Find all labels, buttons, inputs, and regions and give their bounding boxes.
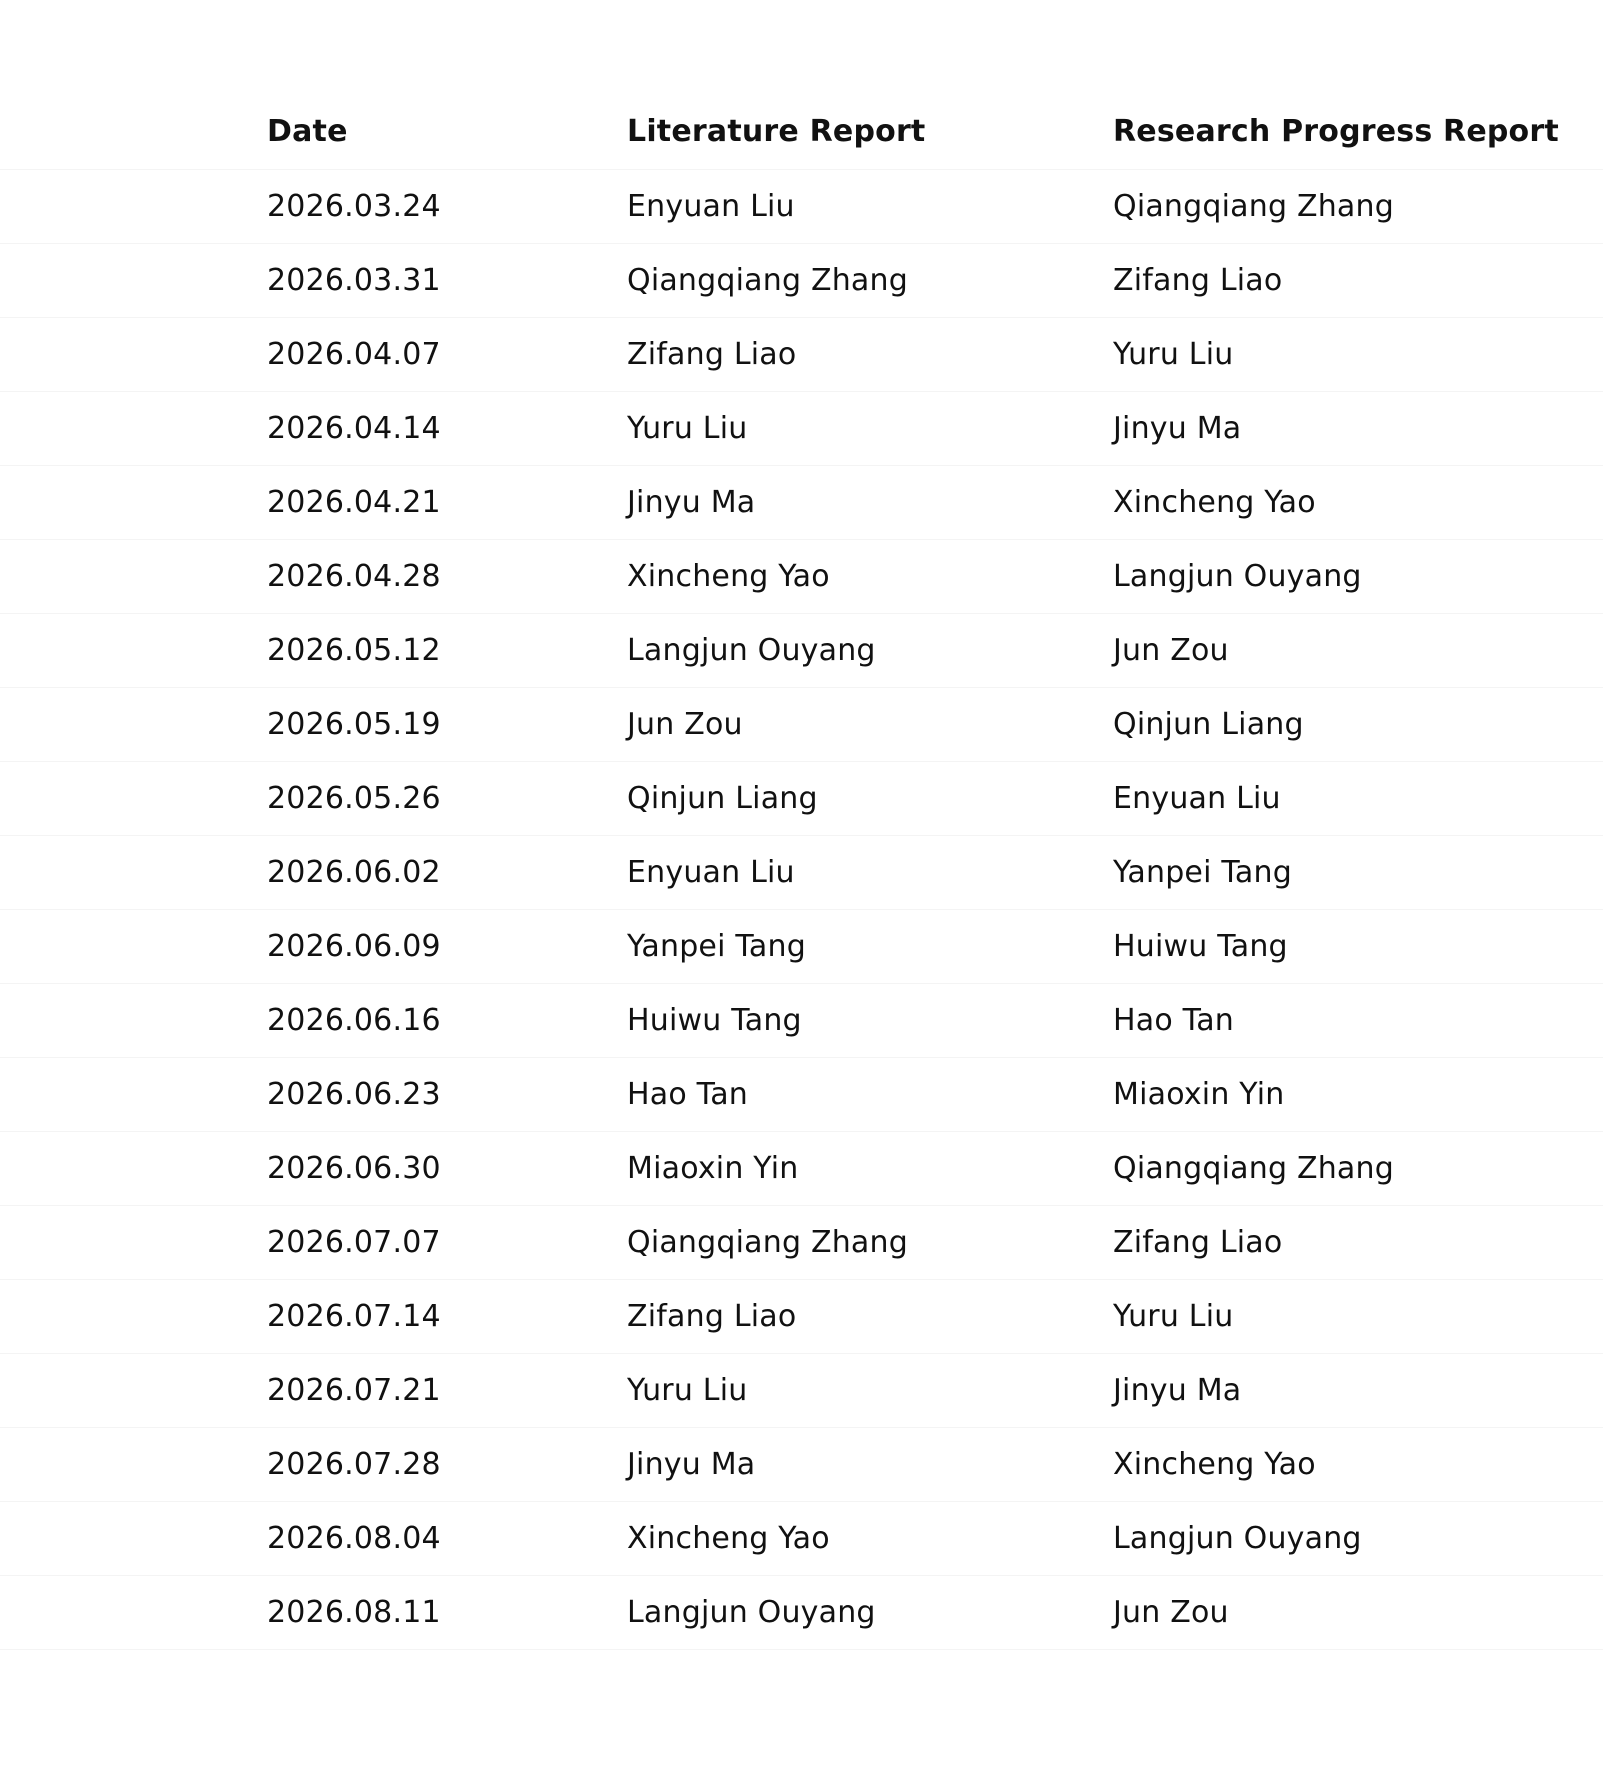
research-progress-report-cell: Langjun Ouyang [1113,559,1362,594]
date-cell: 2026.07.07 [267,1225,441,1260]
table-row [0,1502,1603,1576]
research-progress-report-cell: Enyuan Liu [1113,781,1281,816]
table-row [0,1428,1603,1502]
literature-report-cell: Huiwu Tang [627,1003,802,1038]
research-progress-report-cell: Langjun Ouyang [1113,1521,1362,1556]
date-cell: 2026.08.11 [267,1595,441,1630]
literature-report-cell: Yuru Liu [627,411,748,446]
table-row [0,1576,1603,1650]
table-row [0,836,1603,910]
research-progress-report-cell: Huiwu Tang [1113,929,1288,964]
literature-report-cell: Qiangqiang Zhang [627,1225,908,1260]
table-row [0,392,1603,466]
research-progress-report-cell: Yuru Liu [1113,1299,1234,1334]
date-cell: 2026.03.24 [267,189,441,224]
date-cell: 2026.05.26 [267,781,441,816]
date-cell: 2026.05.19 [267,707,441,742]
literature-report-cell: Zifang Liao [627,337,797,372]
literature-report-cell: Yanpei Tang [627,929,806,964]
literature-report-cell: Jinyu Ma [627,1447,756,1482]
literature-report-cell: Miaoxin Yin [627,1151,799,1186]
table-body [0,170,1603,1650]
date-cell: 2026.06.09 [267,929,441,964]
table-header [0,94,1603,170]
research-progress-report-cell: Zifang Liao [1113,1225,1283,1260]
research-progress-report-cell: Jinyu Ma [1113,1373,1242,1408]
literature-report-cell: Qiangqiang Zhang [627,263,908,298]
table-row [0,466,1603,540]
literature-report-cell: Qinjun Liang [627,781,818,816]
date-cell: 2026.07.28 [267,1447,441,1482]
research-progress-report-cell: Xincheng Yao [1113,1447,1316,1482]
date-cell: 2026.04.07 [267,337,441,372]
table-row [0,614,1603,688]
date-cell: 2026.07.14 [267,1299,441,1334]
date-cell: 2026.03.31 [267,263,441,298]
literature-report-cell: Enyuan Liu [627,855,795,890]
literature-report-cell: Enyuan Liu [627,189,795,224]
table-row [0,1280,1603,1354]
date-cell: 2026.04.28 [267,559,441,594]
literature-report-cell: Jinyu Ma [627,485,756,520]
date-cell: 2026.06.23 [267,1077,441,1112]
date-cell: 2026.08.04 [267,1521,441,1556]
research-progress-report-cell: Qinjun Liang [1113,707,1304,742]
literature-report-cell: Jun Zou [627,707,743,742]
table-row [0,1354,1603,1428]
table-row [0,318,1603,392]
literature-report-cell: Xincheng Yao [627,559,830,594]
date-cell: 2026.05.12 [267,633,441,668]
research-progress-report-cell: Qiangqiang Zhang [1113,1151,1394,1186]
date-cell: 2026.04.21 [267,485,441,520]
date-cell: 2026.06.30 [267,1151,441,1186]
research-progress-report-cell: Yuru Liu [1113,337,1234,372]
research-progress-report-cell: Jinyu Ma [1113,411,1242,446]
header-literature-report: Literature Report [627,114,926,149]
table-row [0,762,1603,836]
research-progress-report-cell: Jun Zou [1113,633,1229,668]
header-research-progress-report: Research Progress Report [1113,114,1559,149]
table-row [0,1058,1603,1132]
table-row [0,540,1603,614]
table-row [0,984,1603,1058]
literature-report-cell: Yuru Liu [627,1373,748,1408]
literature-report-cell: Zifang Liao [627,1299,797,1334]
literature-report-cell: Langjun Ouyang [627,633,876,668]
table-row [0,170,1603,244]
schedule-table [0,94,1603,1650]
literature-report-cell: Xincheng Yao [627,1521,830,1556]
header-date: Date [267,114,348,149]
table-row [0,910,1603,984]
research-progress-report-cell: Miaoxin Yin [1113,1077,1285,1112]
table-row [0,688,1603,762]
date-cell: 2026.07.21 [267,1373,441,1408]
date-cell: 2026.06.02 [267,855,441,890]
literature-report-cell: Hao Tan [627,1077,748,1112]
literature-report-cell: Langjun Ouyang [627,1595,876,1630]
research-progress-report-cell: Hao Tan [1113,1003,1234,1038]
table-row [0,1132,1603,1206]
research-progress-report-cell: Yanpei Tang [1113,855,1292,890]
research-progress-report-cell: Xincheng Yao [1113,485,1316,520]
date-cell: 2026.04.14 [267,411,441,446]
research-progress-report-cell: Zifang Liao [1113,263,1283,298]
research-progress-report-cell: Qiangqiang Zhang [1113,189,1394,224]
research-progress-report-cell: Jun Zou [1113,1595,1229,1630]
date-cell: 2026.06.16 [267,1003,441,1038]
table-row [0,244,1603,318]
table-row [0,1206,1603,1280]
